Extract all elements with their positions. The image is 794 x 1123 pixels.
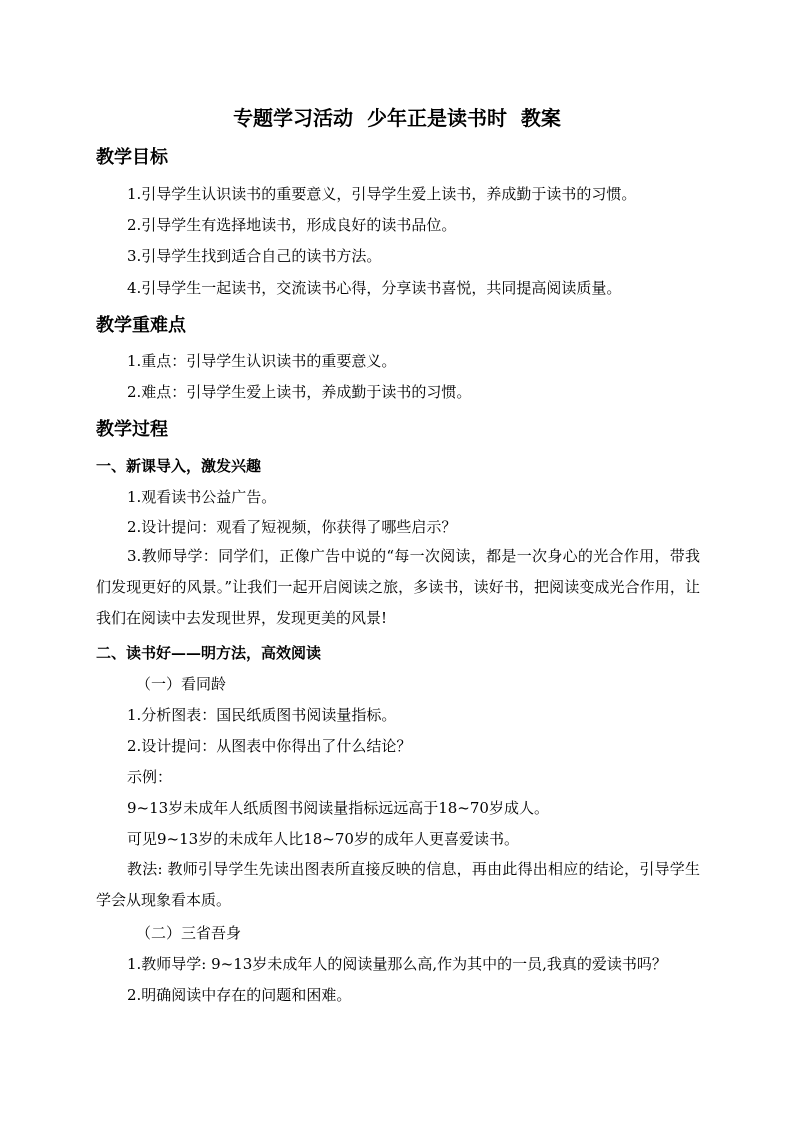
- subsection-heading: （一）看同龄: [136, 675, 227, 693]
- key-points-heading: 教学重难点: [96, 315, 186, 336]
- key-point-item: 1.重点：引导学生认识读书的重要意义。: [127, 352, 397, 370]
- objective-item: 3.引导学生找到适合自己的读书方法。: [127, 247, 382, 265]
- process-item: 2.设计提问：观看了短视频，你获得了哪些启示？: [127, 518, 457, 536]
- process-item: 1.观看读书公益广告。: [127, 488, 277, 506]
- section-heading: 一、新课导入，激发兴趣: [96, 457, 262, 475]
- document-title: 专题学习活动 少年正是读书时 教案: [233, 106, 561, 130]
- objectives-heading: 教学目标: [96, 147, 168, 168]
- process-item: 1.分析图表：国民纸质图书阅读量指标。: [127, 706, 397, 724]
- key-point-item: 2.难点：引导学生爱上读书，养成勤于读书的习惯。: [127, 383, 472, 401]
- process-item: 可见9~13岁的未成年人比18~70岁的成年人更喜爱读书。: [127, 830, 519, 848]
- process-item: 2.设计提问：从图表中你得出了什么结论？: [127, 737, 412, 755]
- subsection-heading: （二）三省吾身: [136, 924, 242, 942]
- objective-item: 4.引导学生一起读书，交流读书心得，分享读书喜悦，共同提高阅读质量。: [127, 279, 622, 297]
- process-item: 2.明确阅读中存在的问题和困难。: [127, 986, 352, 1004]
- process-heading: 教学过程: [96, 419, 168, 440]
- process-paragraph: 3.教师导学：同学们，正像广告中说的“每一次阅读，都是一次身心的光合作用，带我们发现更好的风景。”让我们一起开启阅读之旅，多读书，读好书，把阅读变成光合作用，让我们在阅读中去发现世界，发现更美的风景!: [96, 547, 700, 627]
- objective-item: 2.引导学生有选择地读书，形成良好的读书品位。: [127, 216, 457, 234]
- process-item: 1.教师导学: 9~13岁未成年人的阅读量那么高,作为其中的一员,我真的爱读书吗？: [127, 955, 667, 973]
- process-paragraph: 教法: 教师引导学生先读出图表所直接反映的信息，再由此得出相应的结论，引导学生学会从现象看本质。: [96, 860, 700, 909]
- section-heading: 二、读书好——明方法，高效阅读: [96, 644, 322, 662]
- objective-item: 1.引导学生认识读书的重要意义，引导学生爱上读书，养成勤于读书的习惯。: [127, 185, 637, 203]
- process-item: 9~13岁未成年人纸质图书阅读量指标远远高于18~70岁成人。: [127, 799, 549, 817]
- process-item: 示例：: [127, 768, 173, 786]
